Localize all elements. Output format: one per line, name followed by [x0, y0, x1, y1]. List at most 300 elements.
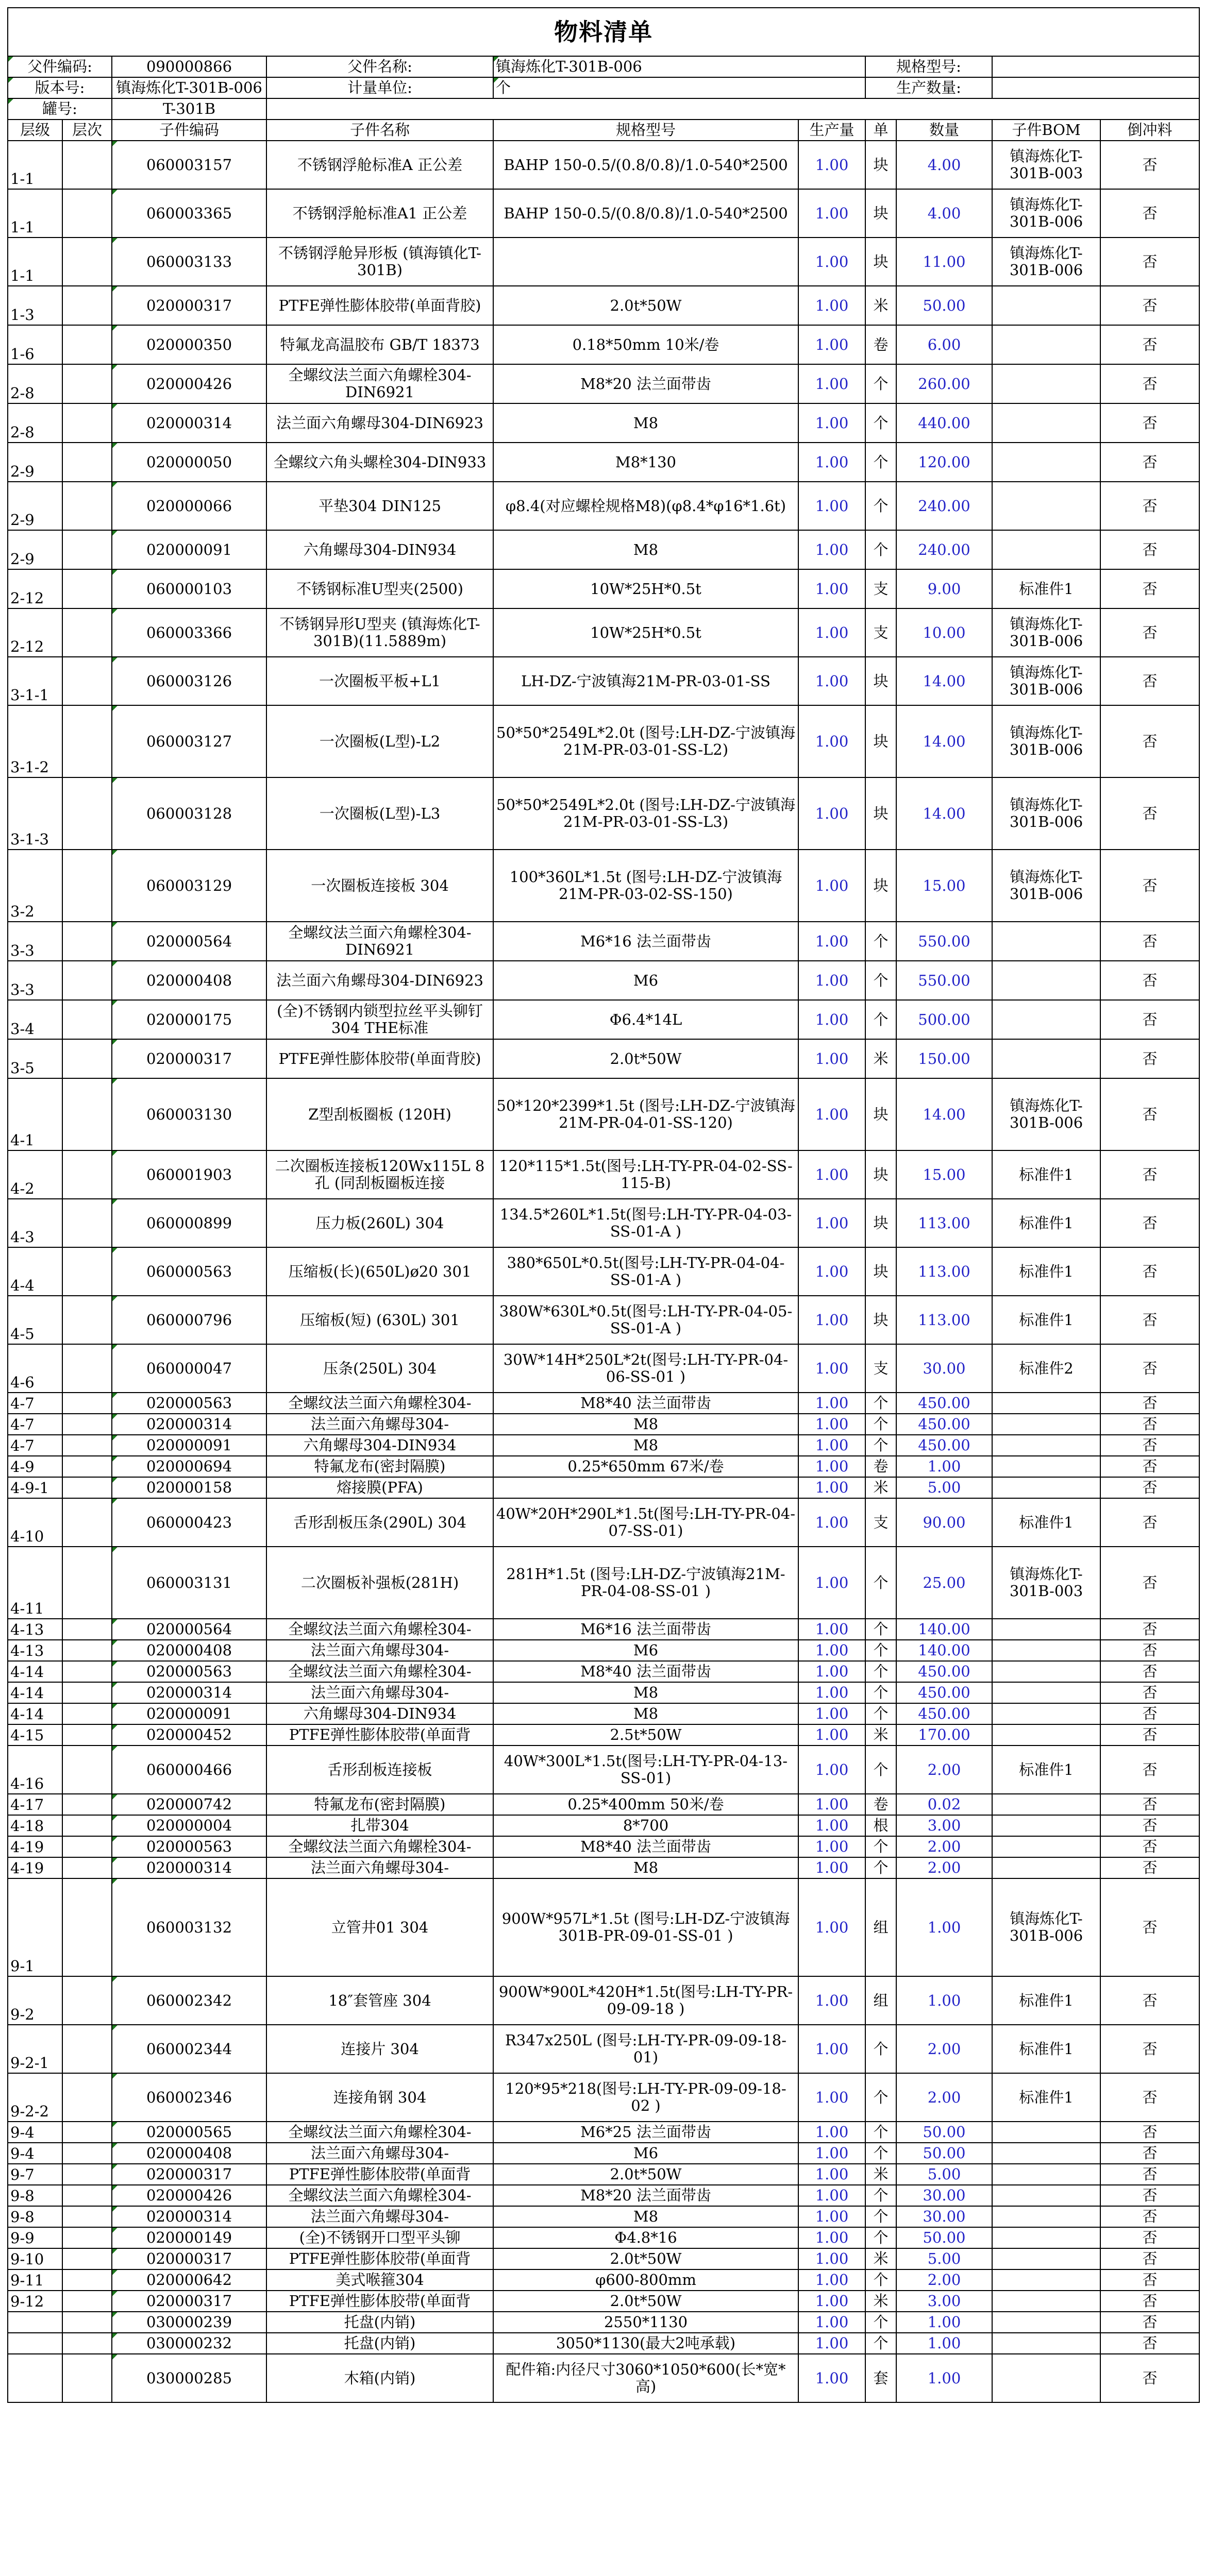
row-spec-text: 900W*900L*420H*1.5t(图号:LH-TY-PR-09-09-18 ): [498, 1984, 793, 2018]
row-qty: 15.00: [896, 850, 992, 922]
row-name: [266, 325, 493, 364]
row-qty: 1.00: [896, 1976, 992, 2025]
row-qty: 450.00: [896, 1703, 992, 1724]
row-level: [8, 2333, 62, 2354]
row-code: 020000317: [112, 2291, 266, 2312]
row-bom: [992, 608, 1100, 657]
row-backflush: 否: [1100, 1976, 1199, 2025]
row-spec: [493, 1976, 798, 2025]
row-bom-text: 镇海炼化T-301B-003: [1009, 1566, 1083, 1600]
row-qty: 30.00: [896, 2185, 992, 2206]
row-name-text: 一次圈板(L型)-L2: [319, 733, 441, 750]
row-bom: [992, 1393, 1100, 1414]
info-row-3: [8, 98, 1199, 120]
row-spec: [493, 482, 798, 530]
header-unit: 单: [865, 120, 896, 141]
row-level: 4-3: [8, 1199, 62, 1247]
row-bom: [992, 657, 1100, 705]
row-spec: [493, 2185, 798, 2206]
row-bom: [992, 2073, 1100, 2122]
row-level: 9-10: [8, 2248, 62, 2269]
row-unit: 米: [865, 2291, 896, 2312]
row-name-text: 全螺纹法兰面六角螺栓304-: [288, 2187, 472, 2204]
row-bom-text: 标准件1: [1019, 1263, 1074, 1280]
row-depth: [62, 1661, 112, 1682]
header-spec: 规格型号: [493, 120, 798, 141]
table-row: [8, 850, 1199, 922]
row-prod: 1.00: [798, 1414, 865, 1435]
parent-name-label: 父件名称:: [266, 56, 493, 77]
table-row: [8, 443, 1199, 482]
row-bom: [992, 403, 1100, 443]
row-qty: 14.00: [896, 705, 992, 777]
version-value: 镇海炼化T-301B-006: [112, 77, 266, 98]
row-depth: [62, 1640, 112, 1661]
row-backflush: 否: [1100, 1878, 1199, 1976]
row-prod: 1.00: [798, 2333, 865, 2354]
row-prod: 1.00: [798, 850, 865, 922]
row-code: 060002342: [112, 1976, 266, 2025]
row-level: 2-8: [8, 364, 62, 403]
row-spec: [493, 1661, 798, 1682]
row-spec: [493, 1745, 798, 1794]
row-bom: [992, 1456, 1100, 1477]
row-prod: 1.00: [798, 1150, 865, 1199]
row-bom: [992, 2312, 1100, 2333]
row-name: [266, 1976, 493, 2025]
row-bom: [992, 1745, 1100, 1794]
row-spec-text: 120*95*218(图号:LH-TY-PR-09-09-18-02 ): [505, 2080, 786, 2114]
table-row: [8, 2122, 1199, 2143]
row-depth: [62, 403, 112, 443]
table-row: [8, 2185, 1199, 2206]
row-prod: 1.00: [798, 325, 865, 364]
row-backflush: 否: [1100, 1619, 1199, 1640]
row-code: 060003365: [112, 189, 266, 238]
row-prod: 1.00: [798, 705, 865, 777]
row-spec: [493, 1039, 798, 1078]
table-row: [8, 569, 1199, 608]
row-backflush: 否: [1100, 2291, 1199, 2312]
row-qty: 50.00: [896, 2122, 992, 2143]
row-prod: 1.00: [798, 2227, 865, 2248]
row-name: [266, 1296, 493, 1344]
row-name-text: PTFE弹性膨体胶带(单面背胶): [278, 297, 481, 314]
row-depth: [62, 2073, 112, 2122]
row-unit: 套: [865, 2354, 896, 2402]
row-name-text: 法兰面六角螺母304-: [310, 1416, 449, 1433]
row-spec: [493, 2354, 798, 2402]
row-backflush: 否: [1100, 325, 1199, 364]
row-name: [266, 961, 493, 1000]
row-bom-text: 镇海炼化T-301B-006: [1009, 869, 1083, 903]
row-name: [266, 2312, 493, 2333]
row-bom: [992, 961, 1100, 1000]
row-name-text: 二次圈板连接板120Wx115L 8孔 (同刮板圈板连接: [275, 1158, 485, 1192]
row-backflush: 否: [1100, 2333, 1199, 2354]
row-unit: 个: [865, 1682, 896, 1703]
row-qty: 1.00: [896, 2333, 992, 2354]
row-name-text: 托盘(内销): [344, 2314, 416, 2331]
row-depth: [62, 1247, 112, 1296]
row-spec-text: φ8.4(对应螺栓规格M8)(φ8.4*φ16*1.6t): [505, 497, 786, 515]
row-level: 2-9: [8, 530, 62, 569]
row-name-text: 压力板(260L) 304: [315, 1214, 444, 1232]
row-bom-text: 标准件1: [1019, 1214, 1074, 1232]
row-spec: [493, 364, 798, 403]
row-spec-text: 2.0t*50W: [610, 297, 682, 314]
row-name-text: 全螺纹六角头螺栓304-DIN933: [273, 453, 487, 471]
table-row: [8, 2073, 1199, 2122]
row-backflush: 否: [1100, 482, 1199, 530]
row-code: 020000314: [112, 1857, 266, 1878]
row-qty: 240.00: [896, 482, 992, 530]
row-name: [266, 657, 493, 705]
row-backflush: 否: [1100, 1745, 1199, 1794]
row-backflush: 否: [1100, 2312, 1199, 2333]
row-spec-text: 0.25*400mm 50米/卷: [567, 1796, 724, 1813]
row-spec-text: M8: [633, 414, 659, 432]
row-level: [8, 2354, 62, 2402]
row-depth: [62, 657, 112, 705]
table-row: [8, 141, 1199, 189]
row-depth: [62, 1724, 112, 1745]
row-name: [266, 1498, 493, 1547]
row-spec: [493, 1477, 798, 1498]
row-name-text: 法兰面六角螺母304-: [310, 1684, 449, 1701]
row-unit: 根: [865, 1815, 896, 1836]
unit-label: 计量单位:: [266, 77, 493, 98]
row-backflush: 否: [1100, 1815, 1199, 1836]
row-unit: 个: [865, 1414, 896, 1435]
row-name-text: 不锈钢浮舱标准A1 正公差: [292, 205, 467, 222]
row-name: [266, 1857, 493, 1878]
row-spec-text: 50*50*2549L*2.0t (图号:LH-DZ-宁波镇海21M-PR-03-01-SS-L3): [496, 796, 795, 831]
row-bom: [992, 443, 1100, 482]
row-depth: [62, 1296, 112, 1344]
row-code: 060003126: [112, 657, 266, 705]
table-row: [8, 325, 1199, 364]
table-row: [8, 2248, 1199, 2269]
row-spec-text: 380*650L*0.5t(图号:LH-TY-PR-04-04-SS-01-A ): [507, 1255, 785, 1289]
row-level: 4-14: [8, 1703, 62, 1724]
row-depth: [62, 1000, 112, 1039]
row-name: [266, 482, 493, 530]
row-code: 030000285: [112, 2354, 266, 2402]
row-depth: [62, 1498, 112, 1547]
row-name: [266, 443, 493, 482]
row-code: 020000694: [112, 1456, 266, 1477]
table-row: [8, 2227, 1199, 2248]
table-row: [8, 1836, 1199, 1857]
row-level: 9-8: [8, 2185, 62, 2206]
row-bom: [992, 850, 1100, 922]
row-bom: [992, 2143, 1100, 2164]
row-spec-text: M8*40 法兰面带齿: [580, 1395, 711, 1412]
row-name-text: 托盘(内销): [344, 2335, 416, 2352]
row-code: 020000317: [112, 286, 266, 325]
row-unit: 个: [865, 2122, 896, 2143]
row-backflush: 否: [1100, 1498, 1199, 1547]
row-qty: 500.00: [896, 1000, 992, 1039]
row-depth: [62, 286, 112, 325]
row-level: 1-6: [8, 325, 62, 364]
row-backflush: 否: [1100, 2227, 1199, 2248]
row-bom: [992, 238, 1100, 286]
row-name-text: 特氟龙布(密封隔膜): [314, 1796, 446, 1813]
row-backflush: 否: [1100, 1682, 1199, 1703]
row-bom-text: 镇海炼化T-301B-006: [1009, 245, 1083, 279]
row-prod: 1.00: [798, 1547, 865, 1619]
row-qty: 4.00: [896, 141, 992, 189]
row-qty: 450.00: [896, 1414, 992, 1435]
row-code: 020000564: [112, 1619, 266, 1640]
row-spec: [493, 2143, 798, 2164]
row-prod: 1.00: [798, 530, 865, 569]
row-unit: 卷: [865, 1456, 896, 1477]
row-backflush: 否: [1100, 608, 1199, 657]
row-qty: 2.00: [896, 2025, 992, 2073]
row-spec: [493, 189, 798, 238]
row-spec: [493, 2073, 798, 2122]
row-unit: 个: [865, 1640, 896, 1661]
row-spec-text: M6*16 法兰面带齿: [580, 1621, 711, 1638]
row-prod: 1.00: [798, 569, 865, 608]
row-spec: [493, 777, 798, 850]
row-name: [266, 1619, 493, 1640]
row-qty: 120.00: [896, 443, 992, 482]
row-level: 4-13: [8, 1619, 62, 1640]
row-backflush: 否: [1100, 530, 1199, 569]
row-qty: 14.00: [896, 777, 992, 850]
row-depth: [62, 1815, 112, 1836]
row-code: 060000423: [112, 1498, 266, 1547]
row-depth: [62, 2025, 112, 2073]
row-level: 2-12: [8, 569, 62, 608]
row-bom: [992, 2333, 1100, 2354]
table-row: [8, 1976, 1199, 2025]
row-prod: 1.00: [798, 1393, 865, 1414]
row-qty: 2.00: [896, 1745, 992, 1794]
row-prod: 1.00: [798, 1640, 865, 1661]
row-bom-text: 镇海炼化T-301B-006: [1009, 616, 1083, 650]
row-spec-text: 10W*25H*0.5t: [590, 624, 701, 641]
row-code: 060003128: [112, 777, 266, 850]
row-prod: 1.00: [798, 403, 865, 443]
row-name-text: 不锈钢标准U型夹(2500): [296, 580, 463, 598]
row-qty: 1.00: [896, 2312, 992, 2333]
row-depth: [62, 1745, 112, 1794]
row-name: [266, 705, 493, 777]
row-prod: 1.00: [798, 238, 865, 286]
table-row: [8, 403, 1199, 443]
row-name-text: Z型刮板圈板 (120H): [308, 1106, 451, 1123]
row-qty: 5.00: [896, 2248, 992, 2269]
row-prod: 1.00: [798, 1703, 865, 1724]
row-unit: 个: [865, 2269, 896, 2291]
row-name: [266, 364, 493, 403]
row-name: [266, 2025, 493, 2073]
tank-label: 罐号:: [8, 98, 112, 120]
row-code: 060003133: [112, 238, 266, 286]
row-backflush: 否: [1100, 1393, 1199, 1414]
row-prod: 1.00: [798, 1199, 865, 1247]
row-backflush: 否: [1100, 1547, 1199, 1619]
row-name-text: 二次圈板补强板(281H): [300, 1574, 459, 1591]
row-level: 4-7: [8, 1435, 62, 1456]
row-name-text: 扎带304: [350, 1817, 409, 1834]
row-prod: 1.00: [798, 1661, 865, 1682]
row-spec-text: 40W*300L*1.5t(图号:LH-TY-PR-04-13-SS-01): [504, 1753, 788, 1787]
row-name-text: 六角螺母304-DIN934: [303, 1705, 457, 1722]
row-level: 9-9: [8, 2227, 62, 2248]
row-code: 060003157: [112, 141, 266, 189]
row-bom: [992, 1414, 1100, 1435]
row-unit: 个: [865, 961, 896, 1000]
row-unit: 个: [865, 2073, 896, 2122]
row-backflush: 否: [1100, 141, 1199, 189]
table-row: [8, 1857, 1199, 1878]
row-code: 020000066: [112, 482, 266, 530]
row-unit: 个: [865, 403, 896, 443]
row-backflush: 否: [1100, 238, 1199, 286]
row-bom: [992, 2164, 1100, 2185]
row-bom-text: 镇海炼化T-301B-006: [1009, 724, 1083, 758]
row-qty: 9.00: [896, 569, 992, 608]
table-row: [8, 1039, 1199, 1078]
row-code: 020000149: [112, 2227, 266, 2248]
row-unit: 块: [865, 141, 896, 189]
row-bom-text: 标准件2: [1019, 1360, 1074, 1377]
row-depth: [62, 1199, 112, 1247]
row-backflush: 否: [1100, 1000, 1199, 1039]
row-bom: [992, 1435, 1100, 1456]
row-code: 060000466: [112, 1745, 266, 1794]
row-unit: 个: [865, 1000, 896, 1039]
row-bom: [992, 1344, 1100, 1393]
row-prod: 1.00: [798, 608, 865, 657]
row-unit: 块: [865, 1150, 896, 1199]
row-backflush: 否: [1100, 2143, 1199, 2164]
info-blank: [266, 98, 1199, 120]
row-prod: 1.00: [798, 1477, 865, 1498]
table-row: [8, 1435, 1199, 1456]
row-qty: 240.00: [896, 530, 992, 569]
row-code: 020000563: [112, 1393, 266, 1414]
row-backflush: 否: [1100, 1039, 1199, 1078]
row-backflush: 否: [1100, 1078, 1199, 1150]
row-depth: [62, 922, 112, 961]
row-depth: [62, 1682, 112, 1703]
row-name: [266, 569, 493, 608]
row-spec: [493, 1199, 798, 1247]
row-depth: [62, 1456, 112, 1477]
row-unit: 个: [865, 1393, 896, 1414]
row-depth: [62, 1836, 112, 1857]
row-spec-text: BAHP 150-0.5/(0.8/0.8)/1.0-540*2500: [504, 156, 788, 174]
row-name: [266, 2073, 493, 2122]
row-name: [266, 141, 493, 189]
row-name-text: 舌形刮板连接板: [327, 1761, 432, 1778]
row-backflush: 否: [1100, 403, 1199, 443]
row-depth: [62, 2185, 112, 2206]
row-unit: 个: [865, 1619, 896, 1640]
row-bom-text: 标准件1: [1019, 1311, 1074, 1329]
row-level: 4-6: [8, 1344, 62, 1393]
row-spec-text: 30W*14H*250L*2t(图号:LH-TY-PR-04-06-SS-01 ): [503, 1351, 789, 1385]
row-spec: [493, 2025, 798, 2073]
row-prod: 1.00: [798, 2185, 865, 2206]
row-unit: 个: [865, 1435, 896, 1456]
table-row: [8, 1745, 1199, 1794]
row-unit: 组: [865, 1976, 896, 2025]
row-qty: 150.00: [896, 1039, 992, 1078]
table-row: [8, 1703, 1199, 1724]
row-level: 4-1: [8, 1078, 62, 1150]
row-backflush: 否: [1100, 1296, 1199, 1344]
table-row: [8, 1344, 1199, 1393]
row-depth: [62, 705, 112, 777]
table-row: [8, 1477, 1199, 1498]
row-depth: [62, 2248, 112, 2269]
row-backflush: 否: [1100, 1836, 1199, 1857]
row-code: 020000091: [112, 1703, 266, 1724]
row-qty: 2.00: [896, 1836, 992, 1857]
row-depth: [62, 961, 112, 1000]
row-code: 060002346: [112, 2073, 266, 2122]
row-name-text: 平垫304 DIN125: [318, 497, 441, 515]
row-prod: 1.00: [798, 443, 865, 482]
row-unit: 个: [865, 2206, 896, 2227]
row-spec-text: 2550*1130: [604, 2314, 688, 2331]
header-row: [8, 120, 1199, 141]
row-code: 020000317: [112, 2164, 266, 2185]
row-bom: [992, 1857, 1100, 1878]
row-bom: [992, 1477, 1100, 1498]
row-name-text: 全螺纹法兰面六角螺栓304-DIN6921: [288, 924, 472, 958]
row-bom: [992, 1682, 1100, 1703]
row-bom: [992, 1794, 1100, 1815]
row-level: 1-3: [8, 286, 62, 325]
row-unit: 个: [865, 364, 896, 403]
row-name: [266, 2227, 493, 2248]
row-depth: [62, 1703, 112, 1724]
row-unit: 个: [865, 1745, 896, 1794]
row-bom: [992, 1547, 1100, 1619]
row-backflush: 否: [1100, 1477, 1199, 1498]
row-unit: 个: [865, 2227, 896, 2248]
qty-label: 生产数量:: [865, 77, 992, 98]
row-qty: 30.00: [896, 2206, 992, 2227]
row-spec: [493, 1435, 798, 1456]
row-name-text: 六角螺母304-DIN934: [303, 541, 457, 558]
row-name-text: 法兰面六角螺母304-: [310, 2145, 449, 2162]
row-level: 9-1: [8, 1878, 62, 1976]
row-name: [266, 2143, 493, 2164]
header-name: 子件名称: [266, 120, 493, 141]
row-prod: 1.00: [798, 2269, 865, 2291]
row-spec-text: 50*120*2399*1.5t (图号:LH-DZ-宁波镇海21M-PR-04-01-SS-120): [496, 1097, 795, 1131]
row-prod: 1.00: [798, 922, 865, 961]
row-name: [266, 1703, 493, 1724]
row-bom: [992, 2122, 1100, 2143]
row-spec-text: M8: [633, 541, 659, 558]
row-spec: [493, 657, 798, 705]
row-backflush: 否: [1100, 1199, 1199, 1247]
row-bom: [992, 1703, 1100, 1724]
row-qty: 450.00: [896, 1682, 992, 1703]
row-prod: 1.00: [798, 141, 865, 189]
